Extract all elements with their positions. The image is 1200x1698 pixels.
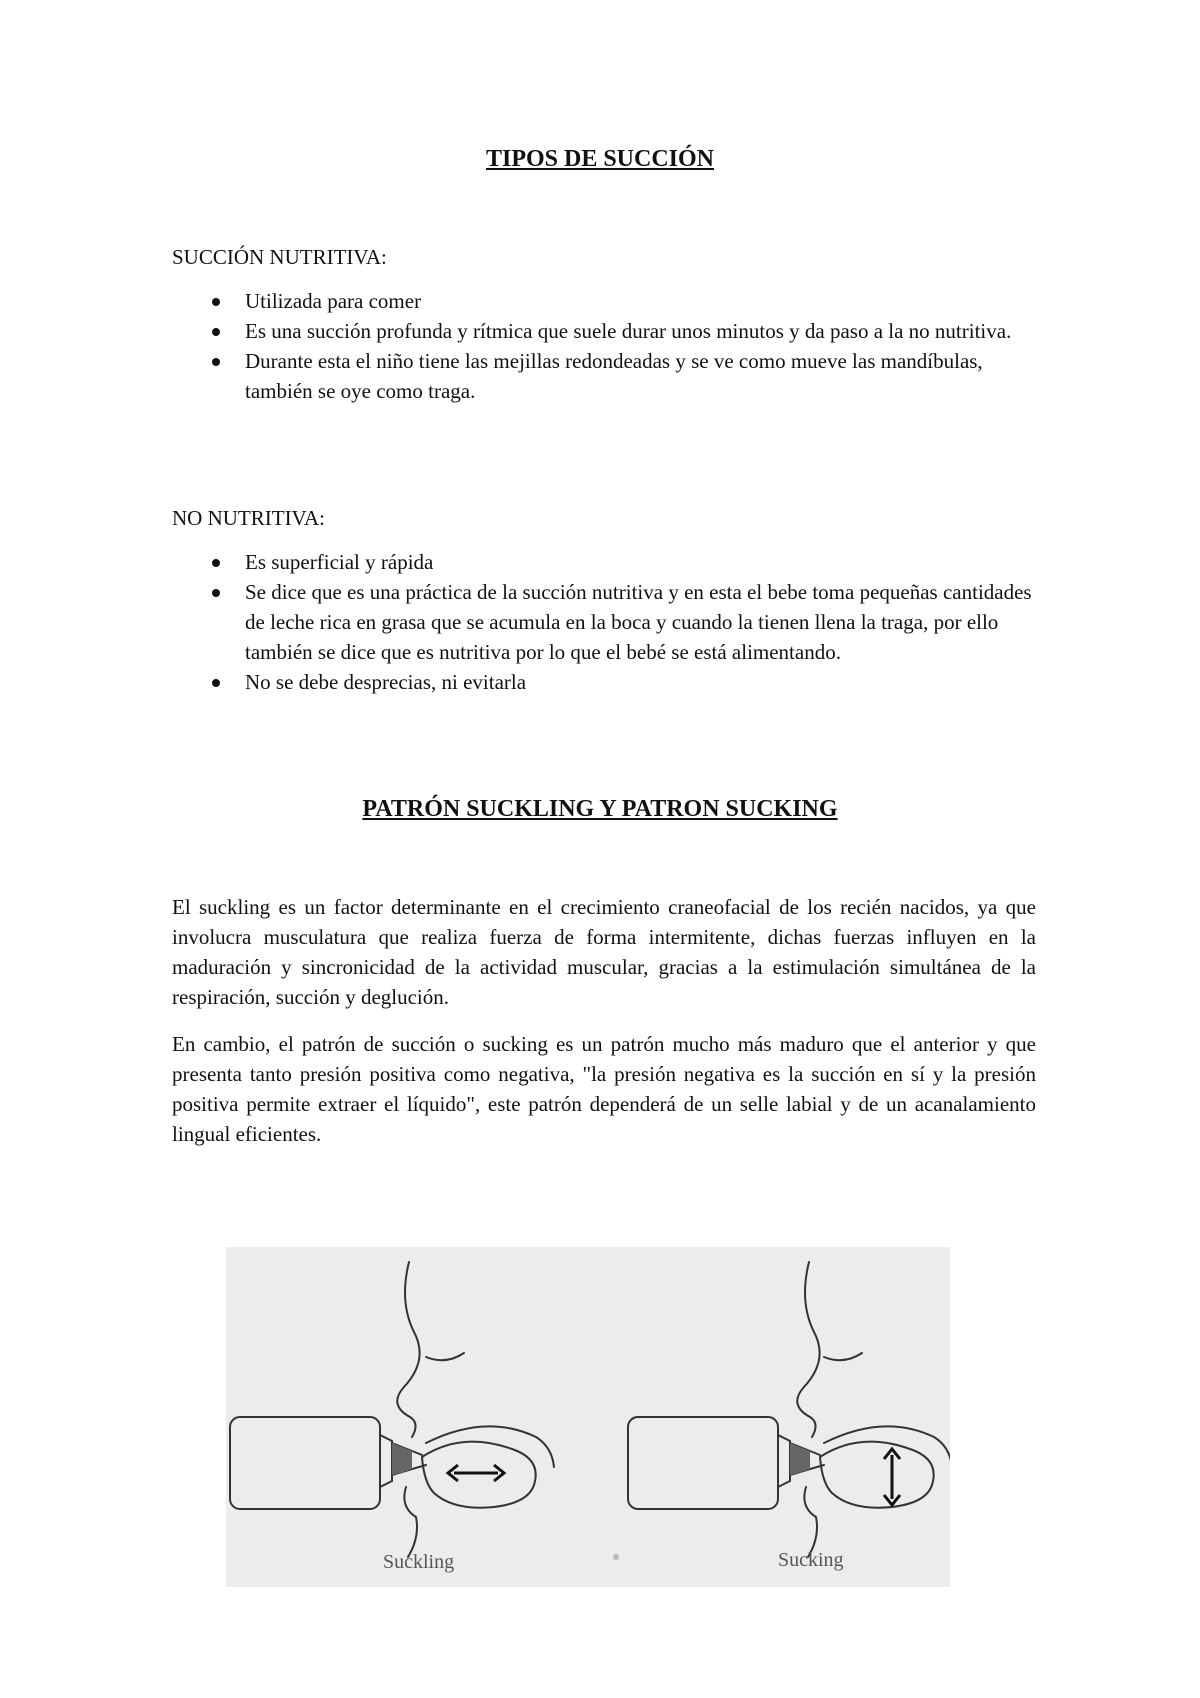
- bottle-neck-left: [380, 1435, 392, 1487]
- list-item: No se debe desprecias, ni evitarla: [172, 667, 1052, 697]
- section-heading-no-nutritiva: NO NUTRITIVA:: [172, 506, 326, 530]
- vertical-arrow-icon: [884, 1449, 900, 1505]
- list-item: Es superficial y rápida: [172, 547, 1052, 577]
- face-profile-right: [797, 1262, 819, 1557]
- list-item: Utilizada para comer: [172, 286, 1052, 316]
- sucking-diagram: [628, 1262, 950, 1557]
- tongue-right: [820, 1442, 934, 1508]
- list-nutritiva: [172, 286, 1052, 406]
- bottle-left: [230, 1417, 380, 1509]
- figure-label-sucking: Sucking: [778, 1549, 844, 1571]
- page-title: TIPOS DE SUCCIÓN: [485, 146, 715, 172]
- bottle-neck-right: [778, 1435, 790, 1487]
- eye-right: [824, 1353, 862, 1360]
- paragraph-suckling: El suckling es un factor determinante en el crecimiento craneofacial de los recién nacidos, ya que involucra musculatura que realiza fuerza de forma intermitente, dichas fuerzas influyen en la maduración y sincronicidad de la actividad muscular, gracias a la estimulación simultánea de la respiración, succión y deglución.: [172, 895, 1036, 1009]
- eye-left: [426, 1353, 464, 1360]
- list-item: Es una succión profunda y rítmica que suele durar unos minutos y da paso a la no nutritiva.: [172, 316, 1052, 346]
- section-title-patron: PATRÓN SUCKLING Y PATRON SUCKING: [362, 796, 838, 822]
- bottle-right: [628, 1417, 778, 1509]
- list-no-nutritiva: [172, 547, 1052, 697]
- list-item: Durante esta el niño tiene las mejillas redondeadas y se ve como mueve las mandíbulas, también se oye como traga.: [172, 346, 1052, 406]
- paragraph-sucking: En cambio, el patrón de succión o sucking es un patrón mucho más maduro que el anterior y que presenta tanto presión positiva como negativa, "la presión negativa es la succión en sí y la presión positiva permite extraer el líquido", este patrón dependerá de un selle labial y de un acanalamiento lingual eficientes.: [172, 1032, 1036, 1146]
- illustration-drawing: [226, 1247, 950, 1587]
- suckling-diagram: [230, 1262, 554, 1557]
- tongue-left: [422, 1442, 536, 1508]
- list-item: Se dice que es una práctica de la succión nutritiva y en esta el bebe toma pequeñas cantidades de leche rica en grasa que se acumula en la boca y cuando la tienen llena la traga, por ello también se dice que es nutritiva por lo que el bebé se está alimentando.: [172, 577, 1052, 667]
- section-heading-nutritiva: SUCCIÓN NUTRITIVA:: [172, 245, 387, 269]
- horizontal-arrow-icon: [448, 1465, 504, 1481]
- figure-label-suckling: Suckling: [383, 1551, 455, 1573]
- suckling-sucking-illustration: [226, 1247, 950, 1587]
- face-profile-left: [397, 1262, 419, 1557]
- dot-mark: [613, 1554, 619, 1560]
